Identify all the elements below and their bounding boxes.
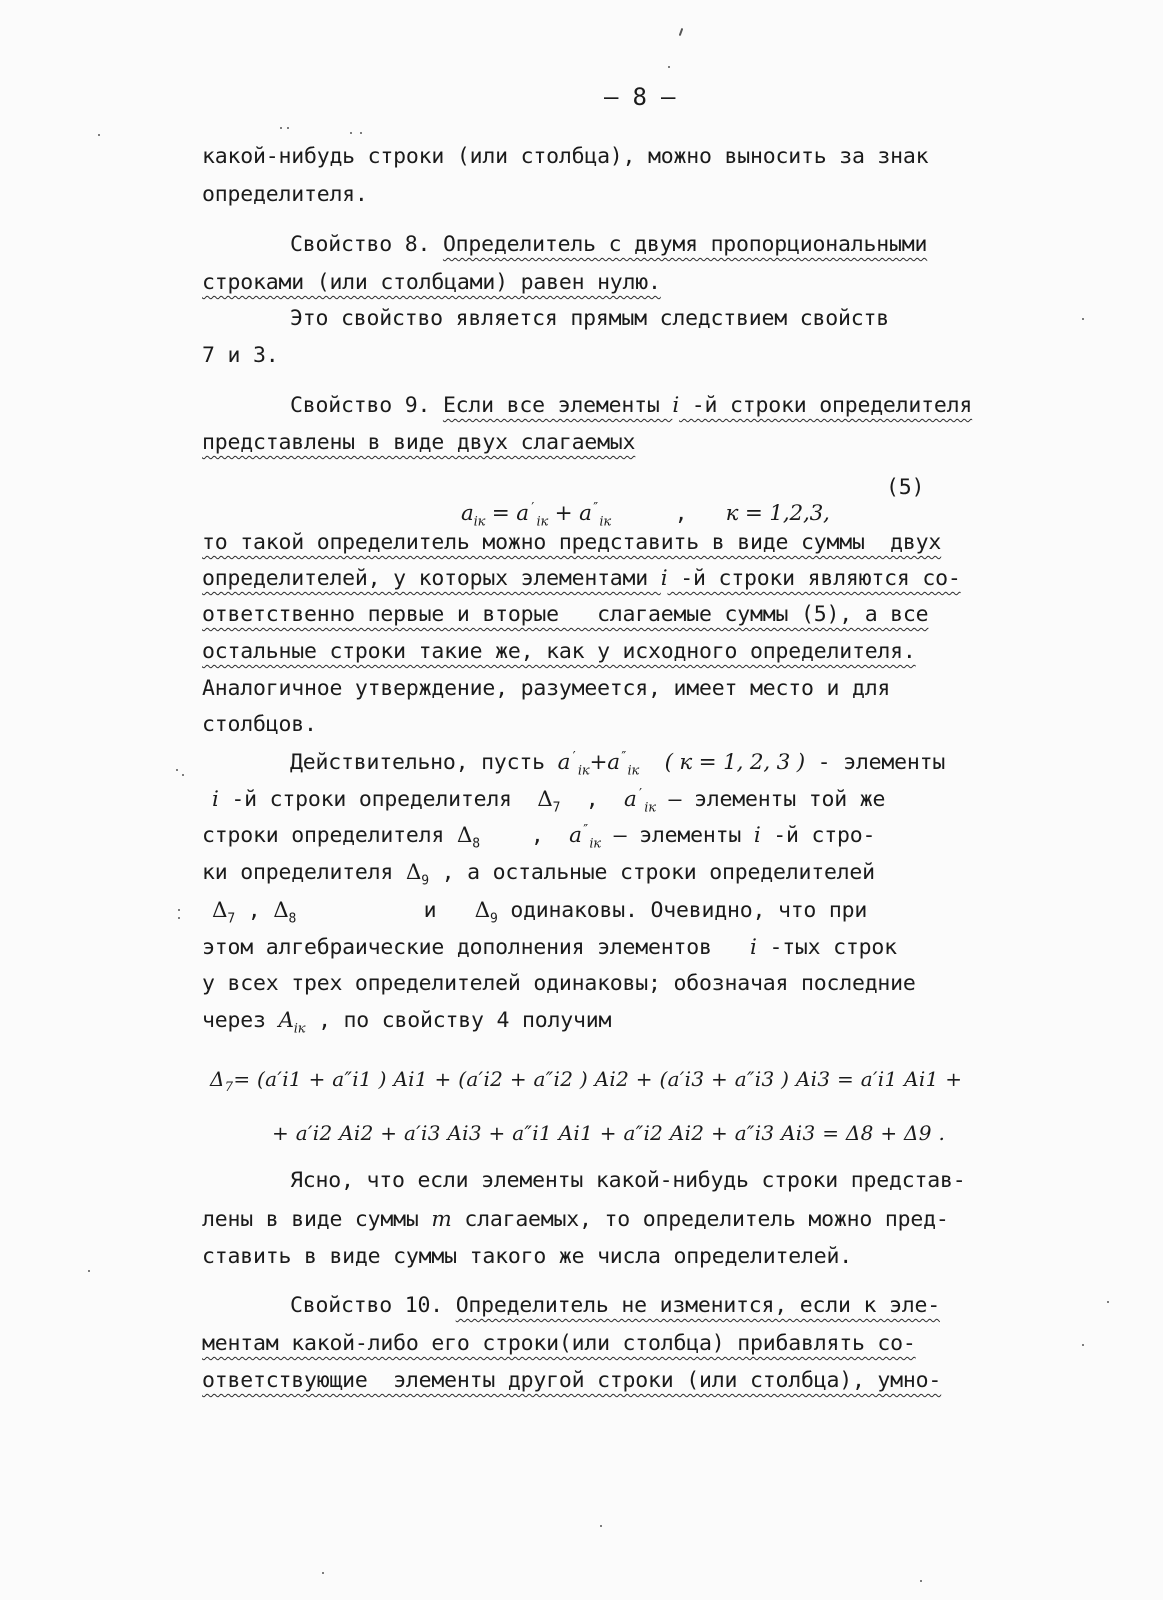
scan-speck xyxy=(668,66,670,68)
text-run: строки определителя xyxy=(202,823,457,848)
delta-symbol: Δ xyxy=(537,787,553,812)
text-line: Это свойство является прямым следствием свойств xyxy=(290,306,889,331)
equation-label: (5) xyxy=(886,475,925,500)
equation-5: $a_{iк} = a'_{iк} + a''_{iк}$ , к = 1,2,3, xyxy=(460,500,830,530)
text-line: какой-нибудь строки (или столбца), можно выносить за знак xyxy=(202,144,929,169)
scan-speck xyxy=(679,28,684,36)
delta-symbol: Δ xyxy=(212,898,228,923)
text-run: -й строки являются со- xyxy=(667,566,961,591)
property-10-statement: Определитель не изменится, если к эле- xyxy=(455,1293,940,1318)
text-run: -тых строк xyxy=(756,935,897,960)
eq-range: ( к = 1, 2, 3 ) xyxy=(664,750,805,775)
proof-line: i -й строки определителя $\Delta_7$ , $a'_{iк}$ – элементы той же xyxy=(212,786,886,816)
text-run: и xyxy=(423,898,437,923)
index-i: i xyxy=(660,566,668,591)
text-run: , по свойству 4 получим xyxy=(305,1008,612,1033)
eq-subscript: 9 xyxy=(421,873,429,889)
eq-subscript: 7 xyxy=(552,800,561,816)
property-9-conclusion: ответственно первые и вторые слагаемые суммы (5), а все xyxy=(202,602,929,627)
property-9-statement: Если все элементы xyxy=(442,393,673,418)
proof-line: Действительно, пусть $a'_{iк}+a''_{iк}$ ( к = 1, 2, 3 ) - элементы xyxy=(290,749,946,779)
property-9-line xyxy=(290,393,972,419)
text-line: у всех трех определителей одинаковы; обозначая последние xyxy=(202,971,916,996)
scan-speck xyxy=(178,909,180,911)
property-9-conclusion xyxy=(202,566,961,592)
text-run: – элементы xyxy=(600,823,754,848)
eq-subscript: 9 xyxy=(489,911,498,927)
property-10-label: Свойство 10. xyxy=(290,1293,456,1318)
eq-symbol: a xyxy=(579,501,592,526)
expansion-line-2: + a′i2 Ai2 + a′i3 Ai3 + a″i1 Ai1 + a″i2 Ai2 + a″i3 Ai3 = Δ8 + Δ9 . xyxy=(272,1121,946,1145)
text-line: определителя. xyxy=(202,182,368,207)
scan-speck xyxy=(182,774,184,776)
scan-speck xyxy=(178,917,180,919)
eq-subscript: 7 xyxy=(227,911,235,927)
property-10-statement-cont: ментам какой-либо его строки(или столбца) прибавлять со- xyxy=(202,1331,916,1356)
text-line xyxy=(202,1207,949,1233)
eq-subscript: 8 xyxy=(472,836,480,852)
text-line: ставить в виде суммы такого же числа определителей. xyxy=(202,1244,852,1269)
text-line: 7 и 3. xyxy=(202,343,279,368)
text-run: -й строки определителя xyxy=(218,787,525,812)
property-9-conclusion: остальные строки такие же, как у исходного определителя. xyxy=(202,639,916,664)
eq-subscript: iк xyxy=(293,1021,306,1037)
text-run: Действительно, пусть xyxy=(290,750,558,775)
index-i: i xyxy=(672,393,680,418)
expansion-text: = (a′i1 + a″i1 ) Ai1 + (a′i2 + a″i2 ) Ai2 + (a′i3 + a″i3 ) Ai3 = a′i1 Ai1 + xyxy=(233,1067,963,1091)
text-run: ки определителя xyxy=(202,860,406,885)
proof-line xyxy=(212,898,868,927)
eq-symbol: a xyxy=(624,787,637,812)
proof-line xyxy=(202,1008,612,1037)
scan-speck xyxy=(287,127,289,129)
text-line: столбцов. xyxy=(202,712,317,737)
property-9-label: Свойство 9. xyxy=(290,393,443,418)
index-i: i xyxy=(753,823,761,848)
property-8-label: Свойство 8. xyxy=(290,232,443,257)
delta-symbol: Δ xyxy=(474,898,490,923)
scan-speck xyxy=(350,132,352,134)
page-number: – 8 – xyxy=(604,83,676,111)
eq-subscript: iк xyxy=(473,514,486,530)
text-run: -й стро- xyxy=(760,823,876,848)
property-9-statement: -й строки определителя xyxy=(679,393,973,418)
text-run: , а остальные строки определителей xyxy=(428,860,875,885)
scan-speck xyxy=(1082,318,1084,320)
proof-line xyxy=(202,860,875,889)
expansion-line-1 xyxy=(210,1066,963,1095)
eq-range: к = 1,2,3, xyxy=(725,501,830,526)
scan-speck xyxy=(280,127,282,129)
property-8-statement-cont: строками (или столбцами) равен нулю. xyxy=(202,270,661,295)
scan-speck xyxy=(176,769,178,771)
eq-symbol: a xyxy=(557,750,571,775)
proof-line: строки определителя $\Delta_8$ , $a''_{iк}$ – элементы i -й стро- xyxy=(202,822,876,852)
scan-speck xyxy=(360,132,362,134)
text-run: одинаковы. Очевидно, что при xyxy=(497,898,868,923)
property-10-line xyxy=(290,1293,940,1319)
eq-subscript: 8 xyxy=(288,911,297,927)
property-8-statement: Определитель с двумя пропорциональными xyxy=(442,232,928,257)
property-10-statement-cont: ответствующие элементы другой строки (или столбца), умно- xyxy=(202,1368,942,1393)
eq-subscript: iк xyxy=(577,763,590,779)
property-9-statement-cont: представлены в виде двух слагаемых xyxy=(202,430,636,455)
text-run: через xyxy=(202,1008,279,1033)
eq-symbol: a xyxy=(569,823,582,848)
variable-m: m xyxy=(431,1207,452,1232)
text-run: слагаемых, то определитель можно пред- xyxy=(451,1207,949,1232)
eq-equals: = xyxy=(485,501,517,526)
text-run: , xyxy=(234,898,274,923)
proof-line xyxy=(202,935,897,961)
text-run: определителей, у которых элементами xyxy=(202,566,661,591)
eq-subscript: iк xyxy=(627,763,640,779)
delta-symbol: Δ xyxy=(273,898,289,923)
scan-speck xyxy=(322,1572,324,1574)
eq-symbol: a xyxy=(460,501,474,526)
text-run: - элементы xyxy=(804,750,946,775)
eq-subscript: 7 xyxy=(224,1080,234,1095)
eq-subscript: iк xyxy=(599,514,611,530)
text-run: – элементы той же xyxy=(655,787,886,812)
delta-symbol: Δ xyxy=(405,860,422,885)
scan-speck xyxy=(1082,1344,1084,1346)
delta-symbol: Δ xyxy=(456,823,473,848)
index-i: i xyxy=(750,935,757,960)
eq-symbol: a xyxy=(607,750,620,775)
scan-speck xyxy=(1107,1301,1109,1303)
index-i: i xyxy=(212,787,219,812)
property-8-line xyxy=(290,232,927,258)
eq-subscript: iк xyxy=(644,800,656,816)
scan-speck xyxy=(600,1525,602,1527)
eq-symbol: a xyxy=(516,501,529,526)
eq-subscript: iк xyxy=(589,836,601,852)
eq-subscript: iк xyxy=(536,514,549,530)
scan-speck xyxy=(98,134,100,136)
scan-speck xyxy=(88,1270,90,1272)
scan-speck xyxy=(920,1580,922,1582)
delta-symbol: Δ xyxy=(210,1067,225,1091)
text-line: Ясно, что если элементы какой-нибудь строки представ- xyxy=(290,1168,966,1193)
text-run: этом алгебраические дополнения элементов xyxy=(202,935,725,960)
eq-symbol: A xyxy=(278,1008,294,1033)
property-9-conclusion: то такой определитель можно представить в виде суммы двух xyxy=(202,530,942,555)
text-line: Аналогичное утверждение, разумеется, имеет место и для xyxy=(202,676,891,701)
text-run: лены в виде суммы xyxy=(202,1207,432,1232)
